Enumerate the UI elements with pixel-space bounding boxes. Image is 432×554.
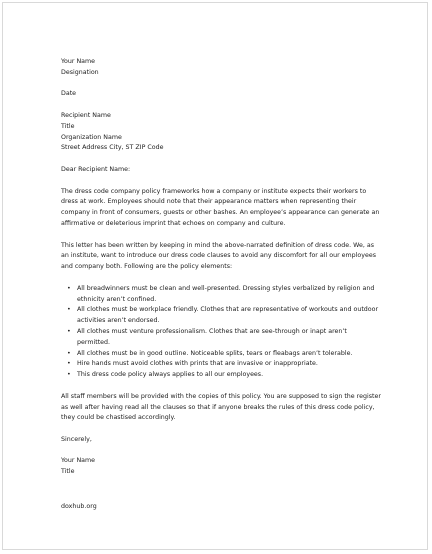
recipient-organization: Organization Name — [61, 133, 122, 141]
signature-title: Title — [61, 468, 75, 476]
list-item: • All clothes must be in good outline. Noticeable splits, tears or fleabags aren’t tolerable. — [77, 349, 381, 360]
letter-body — [61, 57, 381, 478]
letter-date: Date — [61, 90, 77, 98]
list-item: • This dress code policy always applies to all our employees. — [77, 370, 381, 381]
recipient-title: Title — [61, 122, 75, 130]
footer-source: doxhub.org — [61, 503, 97, 510]
list-item: • Hire hands must avoid clothes with prints that are invasive or inappropriate. — [77, 359, 381, 370]
list-item: • All clothes must be workplace friendly. Clothes that are representative of workouts and outdoor activities aren’t endorsed. — [77, 305, 381, 327]
salutation: Dear Recipient Name: — [61, 165, 131, 173]
signature-name: Your Name — [61, 457, 96, 465]
closing-paragraph: All staff members will be provided with the copies of this policy. You are supposed to sign the register as well after having read all the clauses so that if anyone breaks the rules of this dress code policy, they could be chastised accordingly. — [61, 392, 381, 422]
recipient-address: Street Address City, ST ZIP Code — [61, 144, 164, 152]
complimentary-close: Sincerely, — [61, 435, 92, 443]
recipient-name: Recipient Name — [61, 111, 111, 119]
sender-name: Your Name — [61, 58, 96, 65]
purpose-paragraph: This letter has been written by keeping in mind the above-narrated definition of dress code. We, as an institute, want to introduce our dress code clauses to avoid any discomfort for all our employees and company both. Following are the policy elements: — [61, 241, 377, 271]
list-item: • All clothes must venture professionalism. Clothes that are see-through or inapt aren’t permitted. — [77, 327, 381, 349]
letter-page — [2, 2, 428, 550]
intro-paragraph: The dress code company policy frameworks how a company or institute expects their workers to dress at work. Employees should note that their appearance matters when representing their company in front of consumers, guests or other bashes. An employee’s appearance can generate an affirmative or deleterious imprint that echoes on company and culture. — [61, 187, 380, 227]
list-item: • All breadwinners must be clean and well-presented. Dressing styles verbalized by religion and ethnicity aren’t confined. — [77, 284, 381, 306]
sender-designation: Designation — [61, 68, 99, 76]
policy-elements-list — [61, 284, 381, 381]
